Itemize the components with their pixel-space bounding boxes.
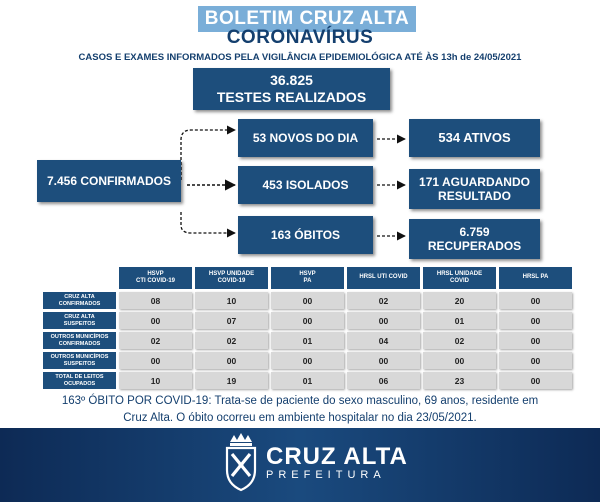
bulletin-subtitle: CORONAVÍRUS xyxy=(226,27,374,48)
isolated-box: 453 ISOLADOS xyxy=(238,166,373,204)
death-note xyxy=(0,393,600,428)
table-cell: 08 xyxy=(119,292,192,309)
hospital-beds-table xyxy=(40,264,575,392)
row-header: OUTROS MUNICÍPIOS CONFIRMADOS xyxy=(43,332,116,349)
table-cell: 00 xyxy=(119,312,192,329)
bulletin-title: BOLETIM CRUZ ALTA xyxy=(198,6,416,32)
active-box: 534 ATIVOS xyxy=(409,119,540,157)
prefeitura-logo xyxy=(224,432,408,492)
row-header: CRUZ ALTA CONFIRMADOS xyxy=(43,292,116,309)
table-row xyxy=(43,332,572,349)
table-cell: 00 xyxy=(347,312,420,329)
table-cell: 10 xyxy=(195,292,268,309)
table-cell: 00 xyxy=(119,352,192,369)
table-cell: 07 xyxy=(195,312,268,329)
col-header: HSVP CTI COVID-19 xyxy=(119,267,192,289)
branch-bottom-arrow xyxy=(181,212,235,233)
tests-label: TESTES REALIZADOS xyxy=(216,89,367,105)
logo-subtitle: PREFEITURA xyxy=(266,469,386,481)
table-row xyxy=(43,372,572,389)
table-cell: 01 xyxy=(271,372,344,389)
col-header: HSVP UNIDADE COVID-19 xyxy=(195,267,268,289)
table-cell: 19 xyxy=(195,372,268,389)
table-cell: 00 xyxy=(271,352,344,369)
table-row xyxy=(43,352,572,369)
col-header: HRSL PA xyxy=(499,267,572,289)
table-cell: 00 xyxy=(347,352,420,369)
awaiting-line1: 171 AGUARDANDO xyxy=(419,174,530,189)
row-header: CRUZ ALTA SUSPEITOS xyxy=(43,312,116,329)
table-cell: 04 xyxy=(347,332,420,349)
recovered-line2: RECUPERADOS xyxy=(427,239,522,253)
col-header: HRSL UTI COVID xyxy=(347,267,420,289)
table-cell: 02 xyxy=(423,332,496,349)
table-cell: 00 xyxy=(499,352,572,369)
confirmed-box: 7.456 CONFIRMADOS xyxy=(37,160,181,202)
bulletin-info: CASOS E EXAMES INFORMADOS PELA VIGILÂNCIA EPIDEMIOLÓGICA ATÉ ÀS 13h de 24/05/2021 xyxy=(78,52,522,63)
deaths-box: 163 ÓBITOS xyxy=(238,216,373,254)
table-cell: 02 xyxy=(347,292,420,309)
table-header-row xyxy=(43,267,572,289)
table-cell: 00 xyxy=(499,312,572,329)
table-cell: 20 xyxy=(423,292,496,309)
recovered-line1: 6.759 xyxy=(459,224,490,239)
branch-top-arrow xyxy=(181,130,235,180)
death-note-line2: Cruz Alta. O óbito ocorreu em ambiente hospitalar no dia 23/05/2021. xyxy=(123,412,477,425)
logo-text xyxy=(266,443,408,481)
table-row xyxy=(43,312,572,329)
table-cell: 00 xyxy=(499,292,572,309)
table-cell: 00 xyxy=(195,352,268,369)
recovered-box xyxy=(409,219,540,259)
table-cell: 00 xyxy=(271,292,344,309)
row-header: OUTROS MUNICÍPIOS SUSPEITOS xyxy=(43,352,116,369)
table-cell: 00 xyxy=(499,372,572,389)
death-note-line1: 163º ÓBITO POR COVID-19: Trata-se de paciente do sexo masculino, 69 anos, residente em xyxy=(61,395,539,407)
new-today-box: 53 NOVOS DO DIA xyxy=(238,119,373,157)
awaiting-line2: RESULTADO xyxy=(438,189,511,203)
awaiting-box xyxy=(409,169,540,209)
table-cell: 00 xyxy=(423,352,496,369)
table-cell: 01 xyxy=(423,312,496,329)
table-corner xyxy=(43,267,116,289)
table-cell: 01 xyxy=(271,332,344,349)
table-cell: 00 xyxy=(271,312,344,329)
table-cell: 06 xyxy=(347,372,420,389)
col-header: HRSL UNIDADE COVID xyxy=(423,267,496,289)
table-cell: 23 xyxy=(423,372,496,389)
city-crest-icon xyxy=(224,432,258,492)
table-cell: 10 xyxy=(119,372,192,389)
logo-city-name: CRUZ ALTA xyxy=(266,443,408,470)
col-header: HSVP PA xyxy=(271,267,344,289)
table-row xyxy=(43,292,572,309)
table-cell: 02 xyxy=(119,332,192,349)
table-cell: 02 xyxy=(195,332,268,349)
tests-number: 36.825 xyxy=(270,72,313,89)
table-cell: 00 xyxy=(499,332,572,349)
row-header: TOTAL DE LEITOS OCUPADOS xyxy=(43,372,116,389)
